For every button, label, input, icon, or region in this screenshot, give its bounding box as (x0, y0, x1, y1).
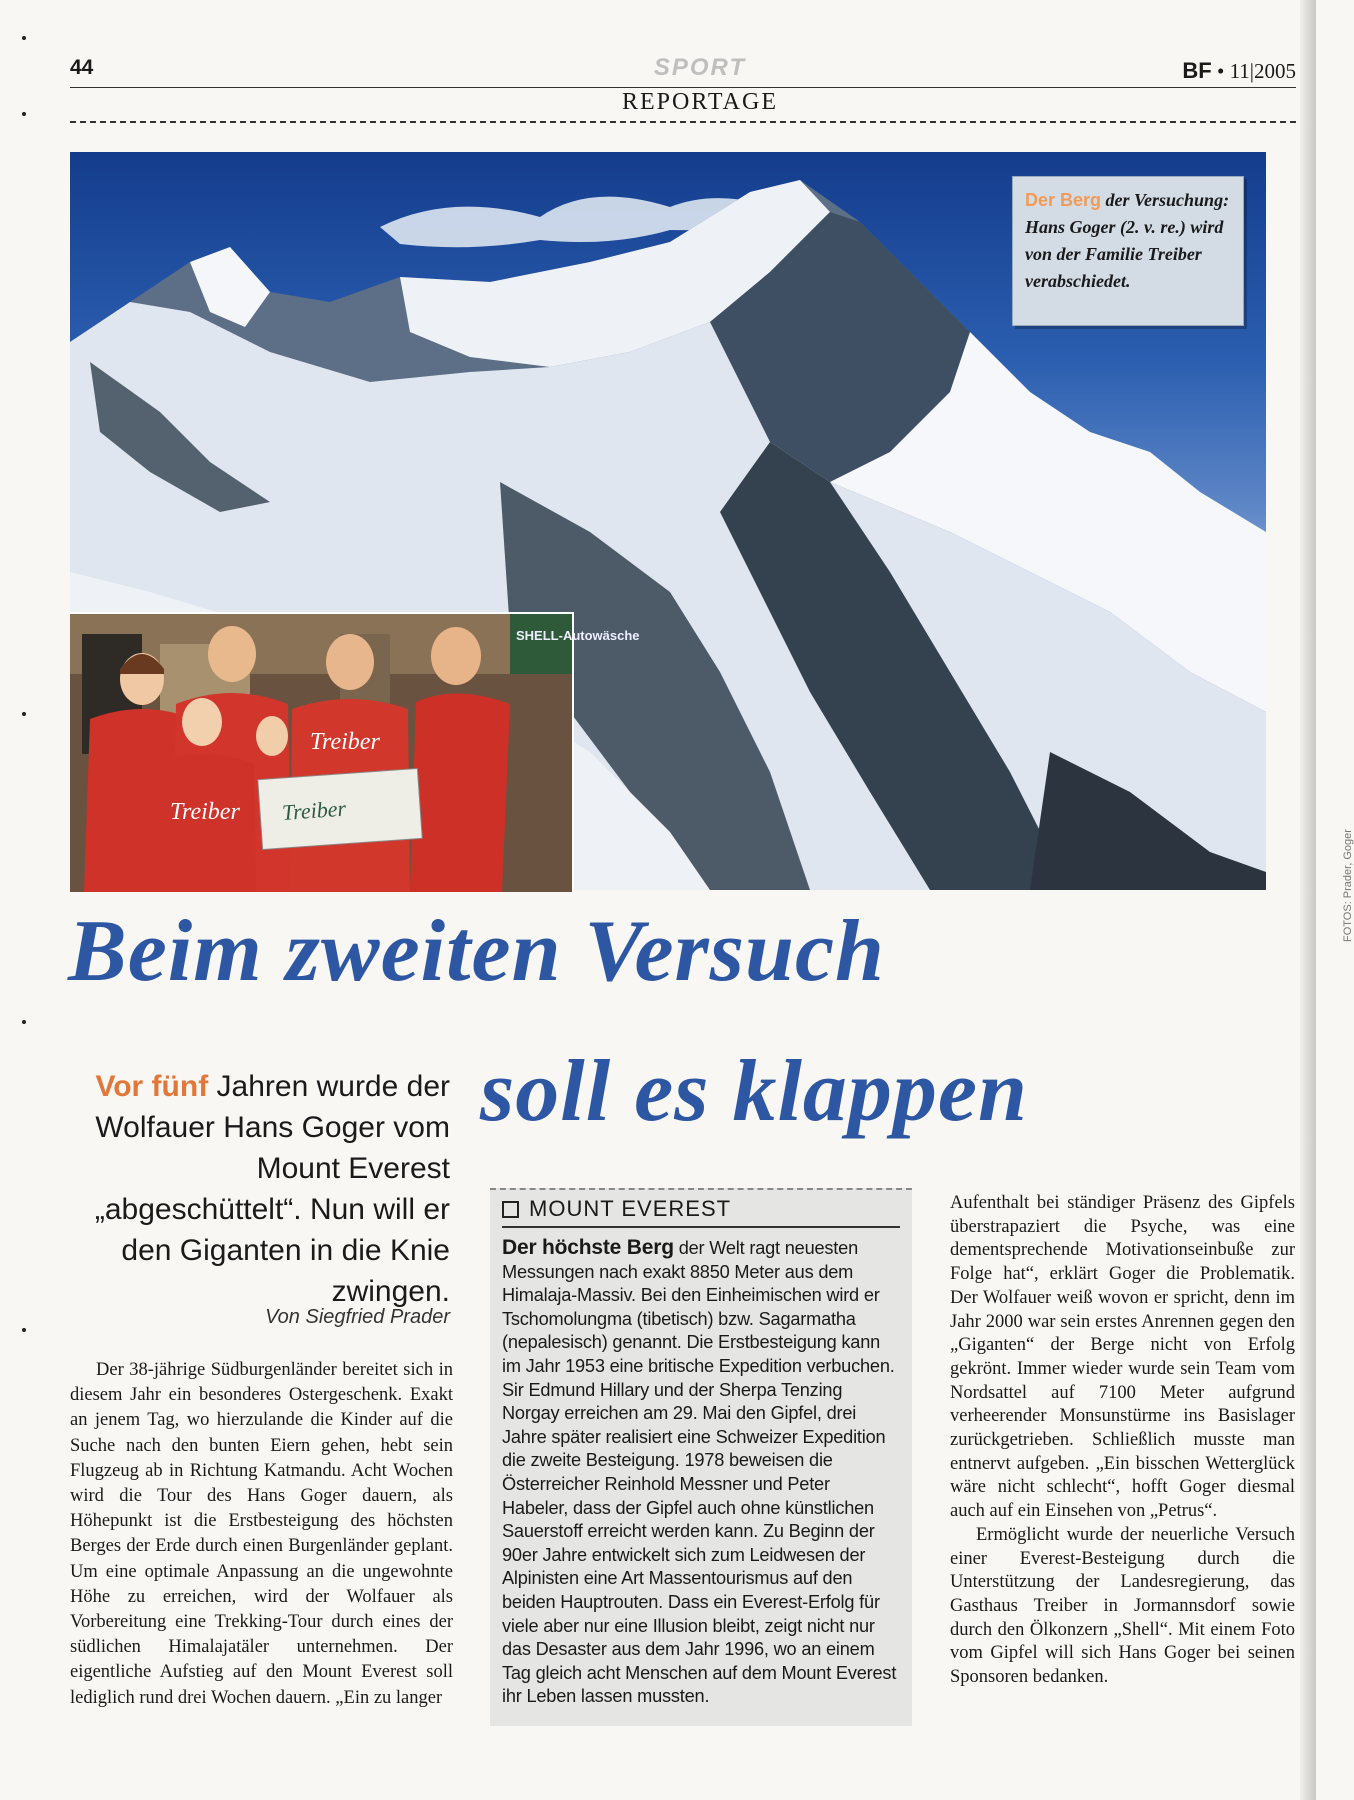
margin-mark (22, 712, 26, 716)
page-edge-shadow (1300, 0, 1316, 1800)
margin-mark (22, 36, 26, 40)
infobox-body: der Welt ragt neuesten Messungen nach exakt 8850 Meter aus dem Himalaja-Massiv. Bei den Einheimischen wird er Tschomolungma (tibetisch) bzw. Sagarmatha (nepalesisch) genannt. Die Erstbesteigung kann im Jahr 1953 eine britische Expedition verbuchen. Sir Edmund Hillary und der Sherpa Tenzing Norgay erreichen am 29. Mai den Gipfel, drei Jahre später realisiert eine Schweizer Expedition die zweite Besteigung. 1978 beweisen die Österreicher Reinhold Messner und Peter Habeler, dass der Gipfel auch ohne künstlichen Sauerstoff erreicht werden kann. Zu Beginn der 90er Jahre entwickelt sich zum Leidwesen der Alpinisten eine Art Massentourismus auf den beiden Hauptrouten. Dass ein Everest-Erfolg für viele aber nur eine Illusion bleibt, zeigt nicht nur das Desaster aus dem Jahr 1996, wo an einem Tag gleich acht Menschen auf dem Mount Everest ihr Leben lassen mussten. (502, 1238, 897, 1707)
photo-credit: FOTOS: Prader, Goger (1342, 829, 1354, 942)
margin-mark (22, 1020, 26, 1024)
family-illustration (70, 614, 640, 892)
infobox-text (502, 1236, 900, 1709)
shirt-logo: Treiber (310, 729, 380, 755)
caption-text: der Versuchung: Hans Goger (2. v. re.) wird von der Familie Treiber verabschiedet. (1025, 190, 1230, 291)
margin-mark (22, 1328, 26, 1332)
header-dashed-rule (70, 121, 1296, 123)
caption-lead: Der Berg (1025, 190, 1102, 210)
lead-text: Jahren wurde der Wolfauer Hans Goger vom Mount Everest „abgeschüttelt“. Nun will er den Giganten in die Knie zwingen. (94, 1070, 450, 1308)
infobox-title: MOUNT EVEREST (529, 1196, 732, 1221)
byline: Von Siegfried Prader (265, 1306, 450, 1328)
mount-everest-infobox (490, 1188, 912, 1726)
infobox-header (502, 1196, 900, 1228)
headline-line-1: Beim zweiten Versuch (68, 903, 885, 1000)
headline-line-2: soll es klappen (480, 1043, 1028, 1140)
rubric-label: REPORTAGE (622, 89, 778, 115)
shirt-logo: Treiber (170, 799, 240, 825)
publication-info: BF • 11|2005 (1182, 58, 1296, 83)
body-column-1: Der 38-jährige Südburgenländer bereitet sich in diesem Jahr ein besonderes Ostergeschenk. Exakt an jenem Tag, wo hierzulande die Kinder auf die Suche nach den bunten Eiern gehen, hebt sein Flugzeug ab in Richtung Katmandu. Acht Wochen wird die Tour des Hans Goger dauern, als Höhepunkt ist die Erstbesteigung des höchsten Berges der Erde durch einen Burgenländer geplant. Um eine optimale Anpassung an die ungewohnte Höhe zu erreichen, wird der Wolfauer als Vorbereitung eine Trekking-Tour durch eines der südlichen Himalajatäler unternehmen. Der eigentliche Aufstieg auf den Mount Everest soll lediglich rund drei Wochen dauern. „Ein zu langer (70, 1360, 453, 1708)
body-paragraph: Aufenthalt bei ständiger Präsenz des Gipfels überstrapaziert die Psyche, was eine dementsprechende Motivationseinbuße zur Folge hat“, erklärt Goger die Problematik. Der Wolfauer weiß wovon er spricht, denn im Jahr 2000 war sein erstes Anrennen gegen den „Giganten“ der Berge nicht von Erfolg gekrönt. Immer wieder wurde sein Team vom Nordsattel auf 7100 Meter aufgrund verheerender Monsunstürme ins Basislager zurückgetrieben. Schließlich musste man entnervt aufgeben. „Ein bisschen Wetterglück wäre nicht schlecht“, hofft Goger diesmal auch auf ein Einsehen von „Petrus“. (950, 1193, 1295, 1522)
shell-sign: SHELL-Autowäsche (516, 628, 640, 643)
page-number: 44 (70, 56, 94, 79)
checkbox-icon (502, 1201, 519, 1218)
treiber-family-photo (70, 612, 640, 892)
infobox-lead: Der höchste Berg (502, 1236, 674, 1259)
photo-caption (1012, 176, 1244, 326)
margin-mark (22, 112, 26, 116)
section-label: SPORT (653, 54, 747, 81)
cheque-logo: Treiber (281, 795, 347, 826)
issue-number: 11|2005 (1229, 59, 1296, 83)
lead-kicker: Vor fünf (95, 1070, 209, 1103)
body-column-3 (950, 1192, 1295, 1690)
header-rule (70, 87, 1296, 88)
body-paragraph: Ermöglicht wurde der neuerliche Versuch einer Everest-Besteigung durch die Unterstützung der Landesregierung, das Gasthaus Treiber in Jormannsdorf sowie durch den Ölkonzern „Shell“. Mit einem Foto vom Gipfel will sich Hans Goger bei seinen Sponsoren bedanken. (950, 1524, 1295, 1688)
publication-name: BF (1182, 58, 1212, 83)
lead-paragraph (70, 1066, 450, 1312)
infobox-dashed-rule (490, 1188, 912, 1190)
